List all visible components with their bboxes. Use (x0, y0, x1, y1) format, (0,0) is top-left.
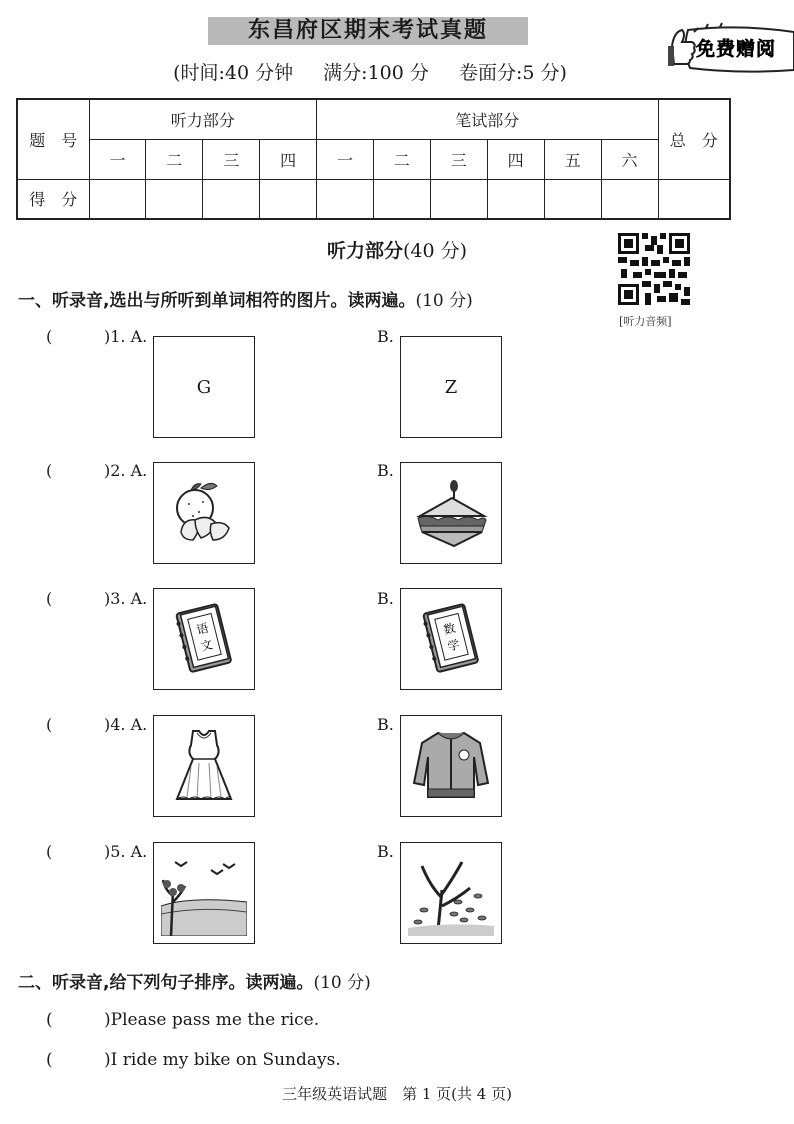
score-cell[interactable] (260, 179, 317, 219)
part2-heading: 二、听录音,给下列句子排序。读两遍。(10 分) (18, 973, 371, 993)
option-5a-image (153, 842, 255, 944)
jacket-icon (408, 723, 494, 809)
question-number-header: 题 号 (17, 99, 89, 179)
score-cell[interactable] (146, 179, 203, 219)
autumn-scene-icon (408, 850, 494, 936)
sandwich-icon (408, 470, 494, 556)
exam-time: (时间:40 分钟 (173, 62, 294, 84)
score-cell[interactable] (89, 179, 146, 219)
free-gift-badge (668, 22, 794, 74)
score-cell[interactable] (203, 179, 260, 219)
option-1a-image (153, 336, 255, 438)
score-cell[interactable] (601, 179, 658, 219)
listening-col: 四 (260, 139, 317, 179)
option-b-label: B. (377, 327, 394, 346)
written-col: 三 (430, 139, 487, 179)
question-1-label: ( )1. A. (46, 327, 148, 346)
book-char: 文 (199, 637, 215, 654)
badge-label: 免费赠阅 (696, 38, 777, 60)
written-col: 二 (373, 139, 430, 179)
written-col: 四 (487, 139, 544, 179)
question-5-label: ( )5. A. (46, 842, 148, 861)
listening-col: 一 (89, 139, 146, 179)
answer-blank[interactable]: ( (46, 1050, 53, 1070)
option-5b-image (400, 842, 502, 944)
written-col: 六 (601, 139, 658, 179)
listening-col: 二 (146, 139, 203, 179)
listening-part-header: 听力部分 (89, 99, 317, 139)
listening-col: 三 (203, 139, 260, 179)
question-3-label: ( )3. A. (46, 589, 148, 608)
option-1b-image (400, 336, 502, 438)
book-char: 语 (195, 620, 211, 638)
score-cell[interactable] (373, 179, 430, 219)
score-cell[interactable] (487, 179, 544, 219)
option-4a-image (153, 715, 255, 817)
book-char: 数 (442, 620, 458, 638)
exam-neatness-score: 卷面分:5 分) (458, 62, 567, 84)
score-cell[interactable] (544, 179, 601, 219)
question-2-label: ( )2. A. (46, 461, 148, 480)
option-b-label: B. (377, 589, 394, 608)
score-table (16, 98, 731, 220)
option-3a-image (153, 588, 255, 690)
score-cell[interactable] (317, 179, 374, 219)
letter-g: G (196, 376, 212, 398)
sentence-item: ( )I ride my bike on Sundays. (46, 1050, 341, 1070)
answer-blank[interactable]: ( (46, 327, 53, 346)
page-footer: 三年级英语试题 第 1 页(共 4 页) (282, 1085, 512, 1103)
question-4-label: ( )4. A. (46, 715, 148, 734)
answer-blank[interactable]: ( (46, 589, 53, 608)
answer-blank[interactable]: ( (46, 1010, 53, 1030)
dress-icon (161, 723, 247, 809)
option-2b-image (400, 462, 502, 564)
score-cell[interactable] (430, 179, 487, 219)
answer-blank[interactable]: ( (46, 715, 53, 734)
qr-code-icon[interactable] (618, 233, 690, 305)
answer-blank[interactable]: ( (46, 842, 53, 861)
math-book-icon (408, 596, 494, 682)
option-3b-image (400, 588, 502, 690)
written-part-header: 笔试部分 (317, 99, 658, 139)
chinese-book-icon (161, 596, 247, 682)
total-score-header: 总 分 (658, 99, 730, 179)
book-char: 学 (446, 637, 462, 654)
option-b-label: B. (377, 715, 394, 734)
score-row-header: 得 分 (17, 179, 89, 219)
sentence-item: ( )Please pass me the rice. (46, 1010, 320, 1030)
exam-info (100, 58, 640, 85)
total-score-cell[interactable] (658, 179, 730, 219)
orange-icon (161, 470, 247, 556)
part1-heading: 一、听录音,选出与所听到单词相符的图片。读两遍。(10 分) (18, 291, 473, 311)
exam-full-score: 满分:100 分 (323, 62, 429, 84)
written-col: 一 (317, 139, 374, 179)
option-b-label: B. (377, 461, 394, 480)
written-col: 五 (544, 139, 601, 179)
listening-section-title: 听力部分(40 分) (326, 240, 468, 262)
option-4b-image (400, 715, 502, 817)
qr-caption: [听力音频] (619, 315, 672, 328)
exam-title: 东昌府区期末考试真题 (208, 17, 528, 45)
option-b-label: B. (377, 842, 394, 861)
letter-z: Z (444, 376, 458, 398)
option-2a-image (153, 462, 255, 564)
spring-scene-icon (161, 850, 247, 936)
answer-blank[interactable]: ( (46, 461, 53, 480)
